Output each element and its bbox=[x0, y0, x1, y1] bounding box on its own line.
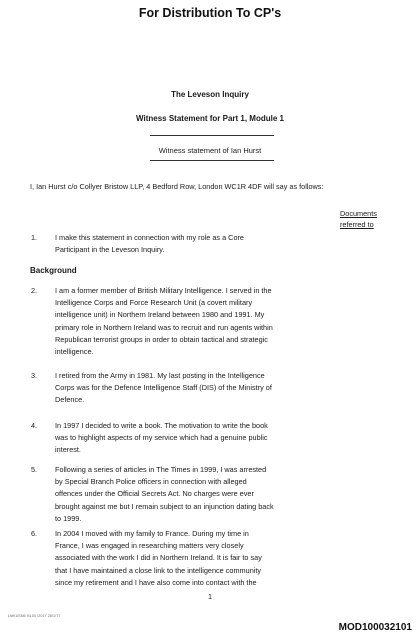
paragraph-line: I make this statement in connection with my role as a Core bbox=[55, 233, 244, 242]
paragraph-line: offences under the Official Secrets Act. No charges were ever bbox=[55, 489, 254, 499]
divider-bottom bbox=[150, 160, 274, 161]
paragraph-2 bbox=[31, 285, 355, 358]
document-id: MOD100032101 bbox=[338, 622, 412, 633]
paragraph-5 bbox=[31, 464, 355, 525]
paragraph-line: Republican terrorist groups in order to obtain tactical and strategic bbox=[55, 334, 268, 344]
paragraph-line: that I have maintained a close link to the intelligence community bbox=[55, 565, 262, 575]
paragraph-line: In 2004 I moved with my family to France. During my time in bbox=[55, 529, 249, 538]
paragraph-line: intelligence unit) in Northern Ireland between 1980 and 1991. My bbox=[55, 310, 265, 320]
paragraph-number: 5. bbox=[31, 465, 38, 474]
paragraph-line: Intelligence Corps and Force Research Unit (a covert military bbox=[55, 298, 253, 308]
paragraph-4 bbox=[31, 420, 355, 457]
paragraph-line: France, I was engaged in researching matters very closely bbox=[55, 541, 244, 551]
inquiry-title: The Leveson Inquiry bbox=[171, 90, 249, 99]
paragraph-number: 3. bbox=[31, 371, 38, 380]
paragraph-line: intelligence. bbox=[55, 347, 94, 357]
paragraph-1 bbox=[31, 232, 355, 256]
paragraph-line: Corps was for the Defence Intelligence Staff (DIS) of the Ministry of bbox=[55, 383, 272, 393]
margin-note-documents: Documents bbox=[340, 209, 377, 218]
paragraph-line: since my retirement and I have also come into contact with the bbox=[55, 577, 257, 587]
paragraph-line: interest. bbox=[55, 445, 81, 455]
divider-top bbox=[150, 135, 274, 136]
paragraph-line: I retired from the Army in 1981. My last posting in the Intelligence bbox=[55, 371, 265, 380]
paragraph-3 bbox=[31, 370, 355, 407]
paragraph-line: In 1997 I decided to write a book. The motivation to write the book bbox=[55, 421, 268, 430]
paragraph-line: Participant in the Leveson Inquiry. bbox=[55, 245, 165, 255]
paragraph-6 bbox=[31, 528, 355, 589]
paragraph-line: Defence. bbox=[55, 395, 85, 405]
paragraph-number: 2. bbox=[31, 286, 38, 295]
page-number: 1 bbox=[207, 592, 213, 601]
distribution-header: For Distribution To CP's bbox=[138, 6, 282, 20]
witness-name-line: Witness statement of Ian Hurst bbox=[158, 146, 262, 155]
paragraph-line: associated with the work I did in Northern Ireland. It is fair to say bbox=[55, 553, 262, 563]
paragraph-line: brought against me but I remain subject to an injunction dating back bbox=[55, 501, 274, 511]
intro-statement: I, Ian Hurst c/o Collyer Bristow LLP, 4 Bedford Row, London WC1R 4DF will say as follows: bbox=[30, 182, 324, 191]
footer-reference: LMKUS66/ BL00 /2017 26/1/77 bbox=[8, 614, 61, 618]
paragraph-line: was to highlight aspects of my service which had a genuine public bbox=[55, 433, 268, 443]
paragraph-number: 4. bbox=[31, 421, 38, 430]
section-heading: Background bbox=[30, 266, 77, 275]
paragraph-line: by Special Branch Police officers in connection with alleged bbox=[55, 477, 247, 487]
paragraph-line: Following a series of articles in The Times in 1999, I was arrested bbox=[55, 465, 267, 474]
paragraph-number: 1. bbox=[31, 233, 38, 242]
statement-title: Witness Statement for Part 1, Module 1 bbox=[136, 114, 284, 123]
paragraph-number: 6. bbox=[31, 529, 38, 538]
margin-note-referred: referred to bbox=[340, 220, 374, 229]
paragraph-line: to 1999. bbox=[55, 513, 82, 523]
paragraph-line: primary role in Northern Ireland was to recruit and run agents within bbox=[55, 322, 273, 332]
paragraph-line: I am a former member of British Military Intelligence. I served in the bbox=[55, 286, 272, 295]
